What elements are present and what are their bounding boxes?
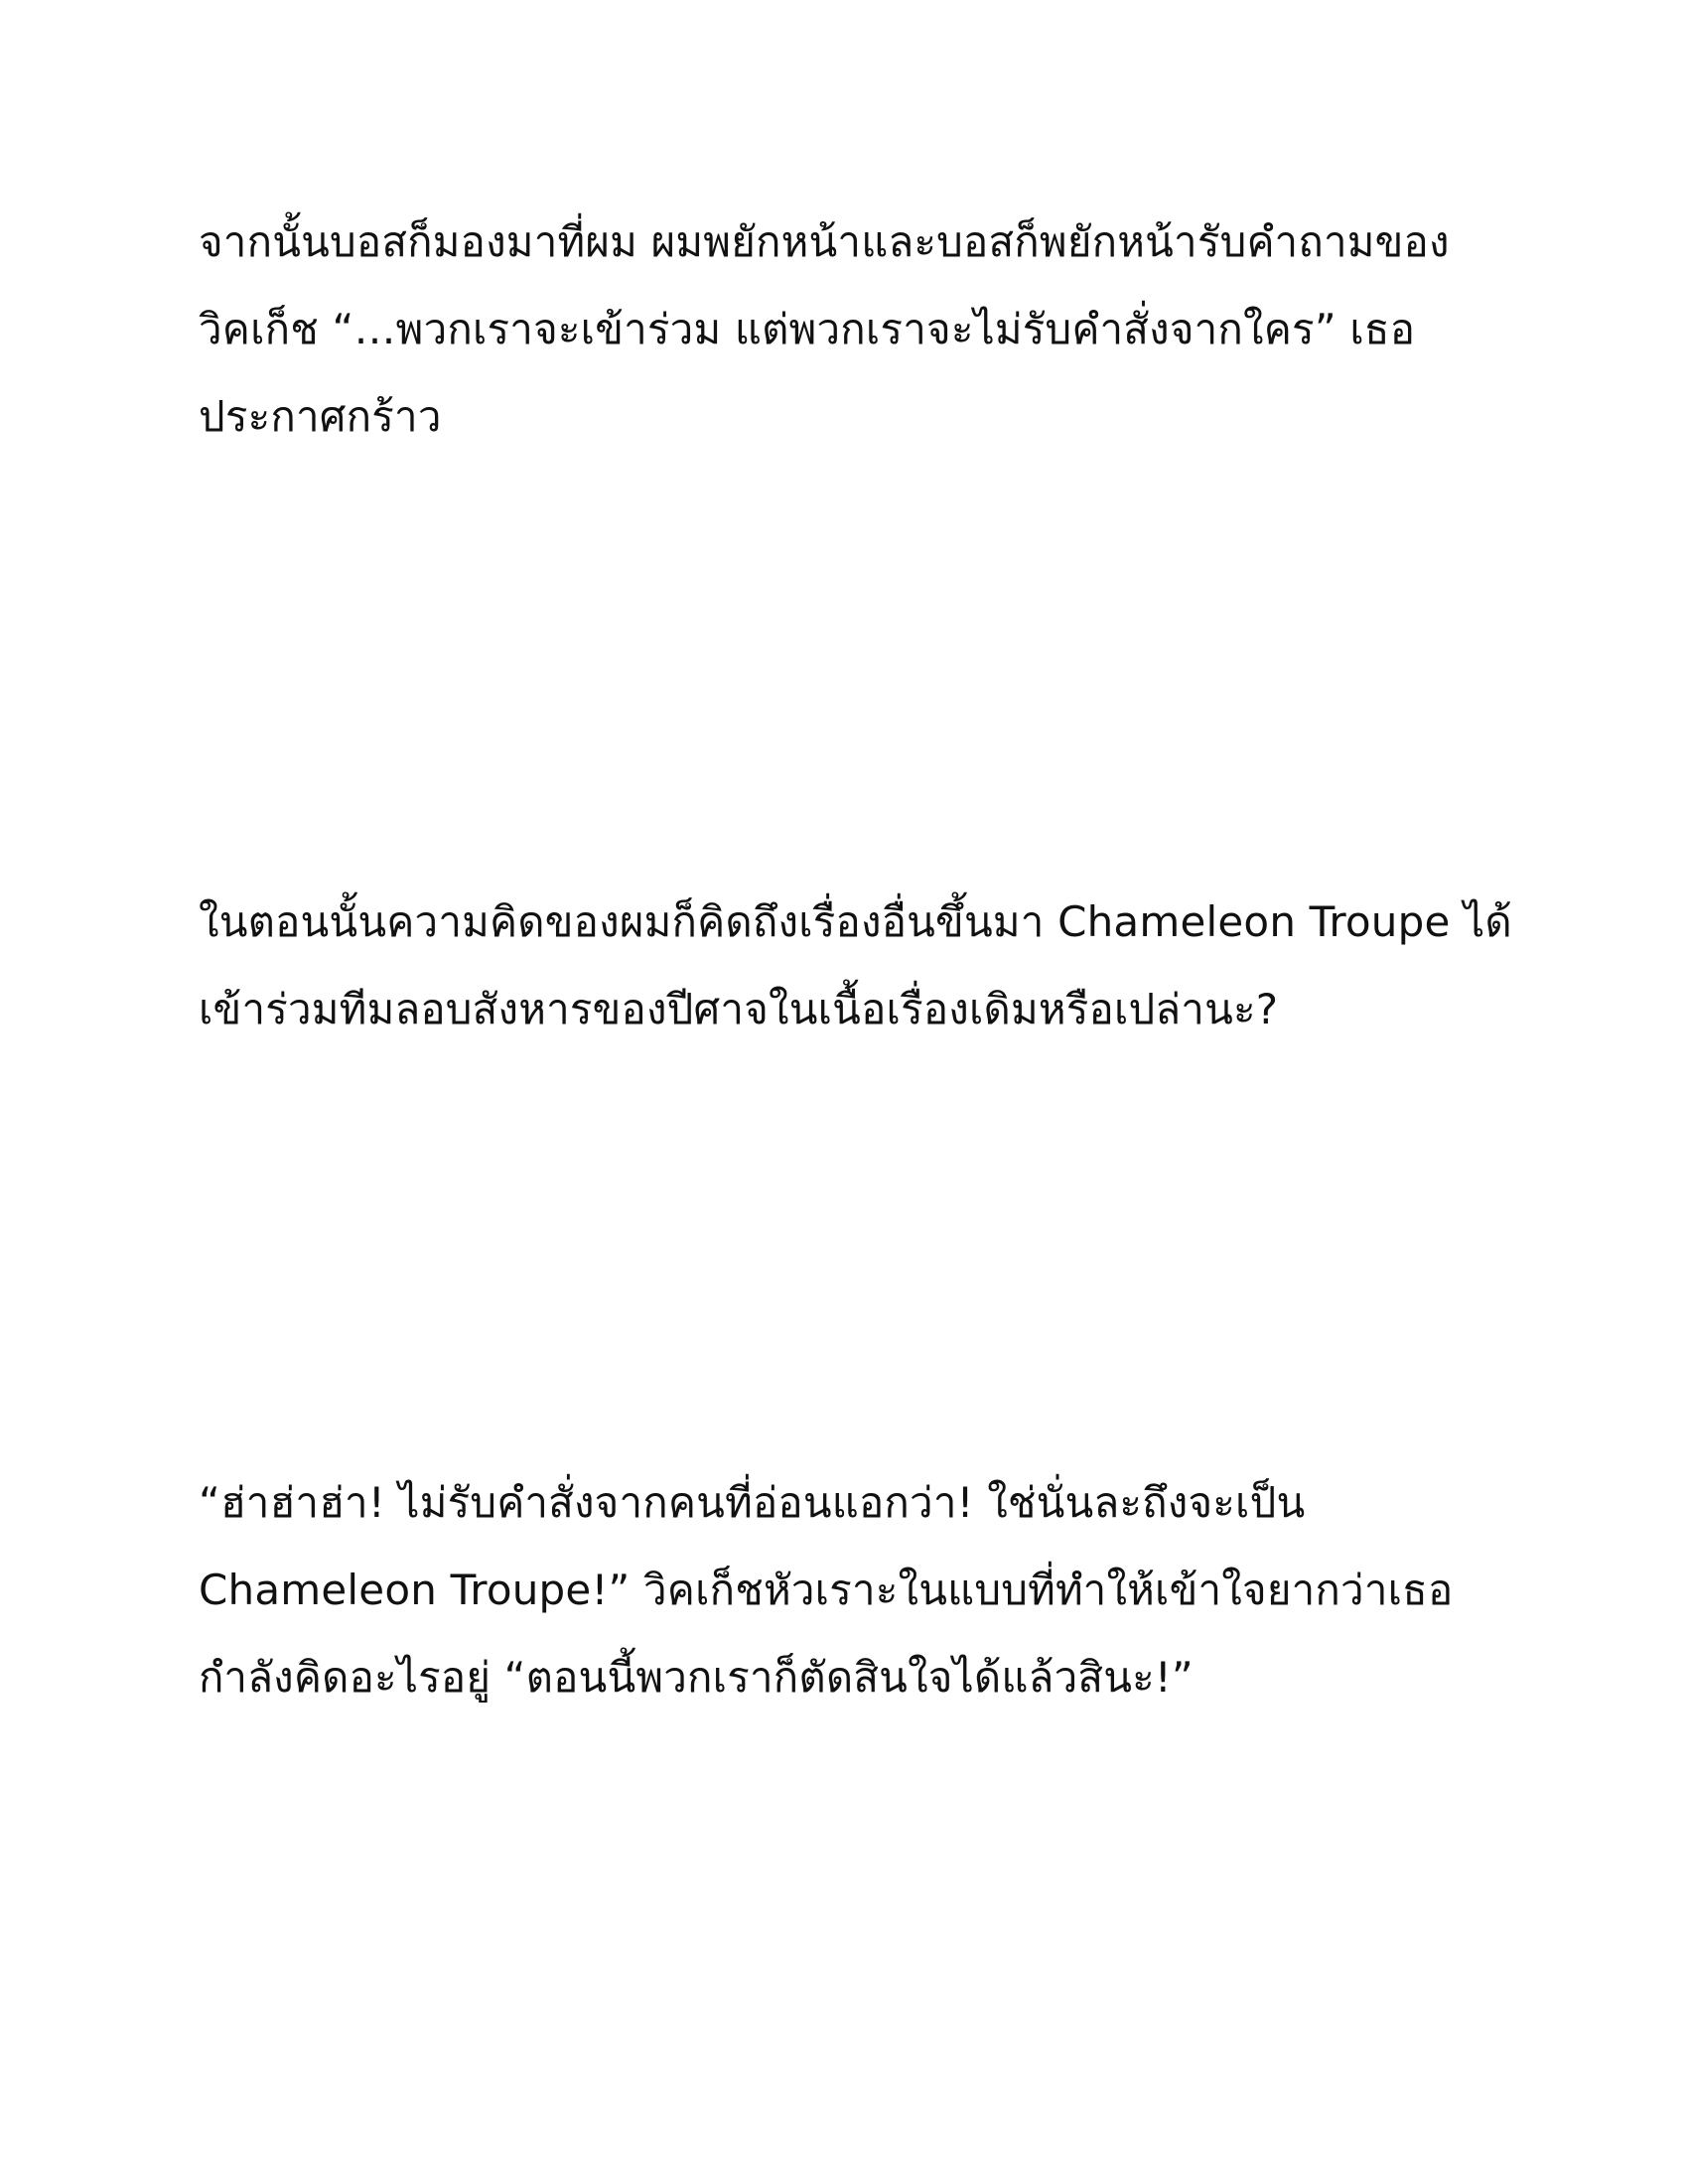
- text-line: “ฮ่าฮ่าฮ่า! ไม่รับคำสั่งจากคนที่อ่อนแอกว่า! ใช่นั่นละถึงจะเป็น: [199, 1478, 1306, 1527]
- text-line: ประกาศกร้าว: [199, 392, 442, 441]
- text-line: กำลังคิดอะไรอยู่ “ตอนนี้พวกเราก็ตัดสินใจได้แล้วสินะ!”: [199, 1653, 1194, 1702]
- paragraph-narrator-thought: [199, 879, 1512, 1053]
- text-line: เข้าร่วมทีมลอบสังหารของปีศาจในเนื้อเรื่องเดิมหรือเปล่านะ?: [199, 985, 1279, 1033]
- text-line: Chameleon Troupe!” วิคเก็ชหัวเราะในแบบที่ทำให้เข้าใจยากว่าเธอ: [199, 1566, 1454, 1614]
- text-line: จากนั้นบอสก็มองมาที่ผม ผมพยักหน้าและบอสก็พยักหน้ารับคำถามของ: [199, 217, 1450, 266]
- paragraph-vickesh-laugh: [199, 1459, 1509, 1721]
- text-line: วิคเก็ช “…พวกเราจะเข้าร่วม แต่พวกเราจะไม่รับคำสั่งจากใคร” เธอ: [199, 305, 1416, 353]
- text-line: ในตอนนั้นความคิดของผมก็คิดถึงเรื่องอื่นขึ้นมา Chameleon Troupe ได้: [199, 897, 1512, 946]
- paragraph-boss-answer: [199, 199, 1509, 461]
